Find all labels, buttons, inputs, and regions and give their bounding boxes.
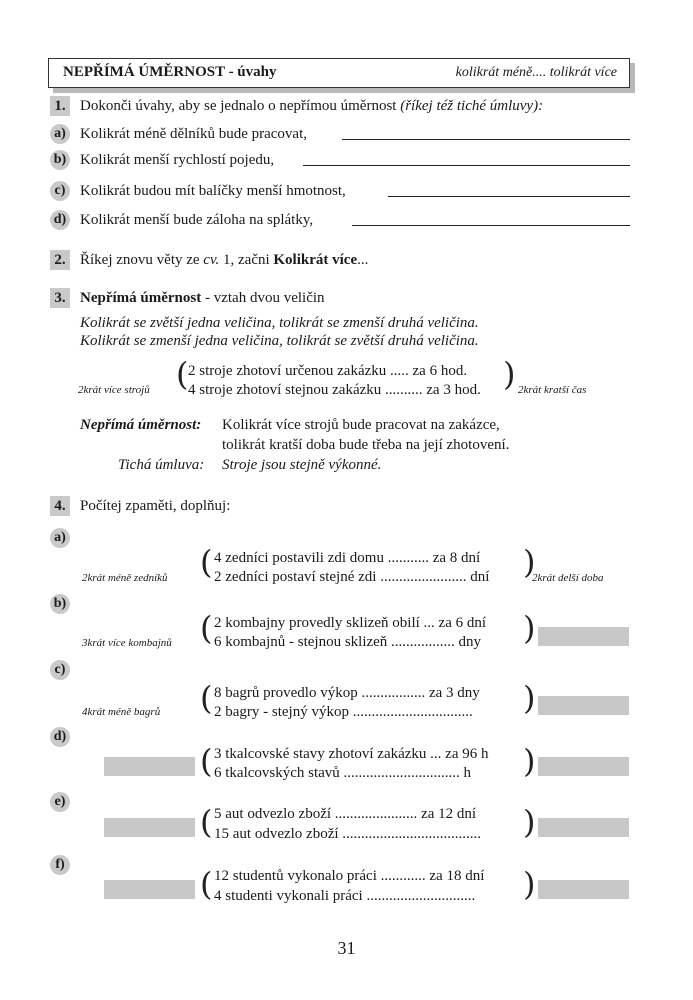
exercise-4-letter-b: b) bbox=[50, 594, 70, 614]
exercise-number-2: 2. bbox=[50, 250, 70, 270]
exercise-1-instruction-text: Dokonči úvahy, aby se jednalo o nepřímou úměrnost bbox=[80, 98, 397, 114]
item-c-left-paren: ( bbox=[200, 679, 213, 717]
example-right-note: 2krát kratší čas bbox=[518, 384, 587, 396]
item-e-right-answer-box[interactable] bbox=[538, 818, 629, 837]
item-e-left-paren: ( bbox=[200, 803, 213, 841]
exercise-4-letter-d: d) bbox=[50, 727, 70, 747]
exercise-3-line-2: Kolikrát se zmenší jedna veličina, tolikrát se zvětší druhá veličina. bbox=[80, 333, 479, 349]
exercise-1-instruction bbox=[80, 97, 543, 115]
item-c-right-answer-box[interactable] bbox=[538, 696, 629, 715]
exercise-1-item-c-text: Kolikrát budou mít balíčky menší hmotnost, bbox=[80, 183, 346, 199]
exercise-1-item-c-answer-line[interactable] bbox=[388, 196, 630, 197]
exercise-1-item-b-text: Kolikrát menší rychlostí pojedu, bbox=[80, 152, 275, 168]
item-a-right-note: 2krát delší doba bbox=[532, 572, 604, 584]
definition-label: Nepřímá úměrnost: bbox=[80, 417, 202, 433]
exercise-2-bold: Kolikrát více bbox=[273, 252, 358, 268]
example-left-paren: ( bbox=[176, 355, 189, 393]
item-f-row-1: 12 studentů vykonalo práci ............ za 18 dní bbox=[214, 868, 485, 884]
item-b-left-paren: ( bbox=[200, 609, 213, 647]
item-d-row-2: 6 tkalcovských stavů ............................... h bbox=[214, 765, 472, 781]
item-c-row-1: 8 bagrů provedlo výkop ................. za 3 dny bbox=[214, 685, 480, 701]
item-d-left-answer-box[interactable] bbox=[104, 757, 195, 776]
exercise-1-item-a-text: Kolikrát méně dělníků bude pracovat, bbox=[80, 126, 308, 142]
example-right-paren: ) bbox=[503, 355, 516, 393]
exercise-2-text bbox=[80, 251, 368, 269]
item-f-row-2: 4 studenti vykonali práci ............................. bbox=[214, 888, 476, 904]
section-subtitle: kolikrát méně.... tolikrát více bbox=[455, 65, 617, 80]
exercise-2-cv: cv. bbox=[203, 252, 220, 268]
item-b-right-paren: ) bbox=[523, 609, 536, 647]
item-c-row-2: 2 bagry - stejný výkop ................................ bbox=[214, 704, 473, 720]
exercise-1-item-d-text: Kolikrát menší bude záloha na splátky, bbox=[80, 212, 314, 228]
exercise-1-letter-a: a) bbox=[50, 124, 70, 144]
item-f-right-answer-box[interactable] bbox=[538, 880, 629, 899]
exercise-1-instruction-note: (říkej též tiché úmluvy): bbox=[400, 98, 544, 114]
item-e-left-answer-box[interactable] bbox=[104, 818, 195, 837]
exercise-3-title-rest: - vztah dvou veličin bbox=[204, 290, 325, 306]
item-d-left-paren: ( bbox=[200, 742, 213, 780]
item-e-right-paren: ) bbox=[523, 803, 536, 841]
exercise-4-letter-f: f) bbox=[50, 855, 70, 875]
item-b-row-1: 2 kombajny provedly sklizeň obilí ... za 6 dní bbox=[214, 615, 487, 631]
exercise-4-instruction: Počítej zpaměti, doplňuj: bbox=[80, 498, 231, 514]
example-left-note: 2krát více strojů bbox=[78, 384, 150, 396]
exercise-1-letter-d: d) bbox=[50, 210, 70, 230]
exercise-number-4: 4. bbox=[50, 496, 70, 516]
item-d-right-paren: ) bbox=[523, 742, 536, 780]
item-a-right-paren: ) bbox=[523, 543, 536, 581]
page-number: 31 bbox=[337, 938, 356, 958]
item-a-left-note: 2krát méně zedníků bbox=[82, 572, 168, 584]
item-f-left-paren: ( bbox=[200, 865, 213, 903]
item-d-row-1: 3 tkalcovské stavy zhotoví zakázku ... za 96 h bbox=[214, 746, 489, 762]
section-title: NEPŘÍMÁ ÚMĚRNOST - úvahy bbox=[63, 64, 277, 80]
item-c-left-note: 4krát méně bagrů bbox=[82, 706, 161, 718]
exercise-4-letter-c: c) bbox=[50, 660, 70, 680]
item-b-row-2: 6 kombajnů - stejnou sklizeň ................. dny bbox=[214, 634, 482, 650]
exercise-2-mid: 1, začni bbox=[223, 252, 270, 268]
item-a-row-1: 4 zedníci postavili zdi domu ........... za 8 dní bbox=[214, 550, 481, 566]
example-row-2: 4 stroje zhotoví stejnou zakázku .......... za 3 hod. bbox=[188, 382, 481, 398]
exercise-1-item-b-answer-line[interactable] bbox=[303, 165, 630, 166]
exercise-1-letter-b: b) bbox=[50, 150, 70, 170]
item-c-right-paren: ) bbox=[523, 679, 536, 717]
exercise-1-letter-c: c) bbox=[50, 181, 70, 201]
exercise-number-3: 3. bbox=[50, 288, 70, 308]
exercise-3-title-bold: Nepřímá úměrnost bbox=[80, 290, 202, 306]
exercise-4-letter-e: e) bbox=[50, 792, 70, 812]
exercise-1-item-d-answer-line[interactable] bbox=[352, 225, 630, 226]
exercise-3-title bbox=[80, 289, 325, 307]
exercise-2-post: ... bbox=[357, 252, 369, 268]
item-d-right-answer-box[interactable] bbox=[538, 757, 629, 776]
exercise-2-pre: Říkej znovu věty ze bbox=[80, 252, 200, 268]
item-a-row-2: 2 zedníci postaví stejné zdi ....................... dní bbox=[214, 569, 490, 585]
exercise-number-1: 1. bbox=[50, 96, 70, 116]
quiet-agreement-label: Tichá úmluva: bbox=[118, 457, 205, 473]
item-e-row-2: 15 aut odvezlo zboží ..................................... bbox=[214, 826, 482, 842]
exercise-4-letter-a: a) bbox=[50, 528, 70, 548]
example-row-1: 2 stroje zhotoví určenou zakázku ..... za 6 hod. bbox=[188, 363, 468, 379]
quiet-agreement-text: Stroje jsou stejně výkonné. bbox=[222, 457, 382, 473]
item-f-left-answer-box[interactable] bbox=[104, 880, 195, 899]
item-b-left-note: 3krát více kombajnů bbox=[82, 637, 172, 649]
item-e-row-1: 5 aut odvezlo zboží ...................... za 12 dní bbox=[214, 806, 477, 822]
definition-line-1: Kolikrát více strojů bude pracovat na zakázce, bbox=[222, 417, 500, 433]
item-f-right-paren: ) bbox=[523, 865, 536, 903]
definition-line-2: tolikrát kratší doba bude třeba na její zhotovení. bbox=[222, 437, 510, 453]
section-header bbox=[48, 58, 630, 88]
exercise-1-item-a-answer-line[interactable] bbox=[342, 139, 630, 140]
item-a-left-paren: ( bbox=[200, 543, 213, 581]
item-b-right-answer-box[interactable] bbox=[538, 627, 629, 646]
exercise-3-line-1: Kolikrát se zvětší jedna veličina, tolikrát se zmenší druhá veličina. bbox=[80, 315, 479, 331]
